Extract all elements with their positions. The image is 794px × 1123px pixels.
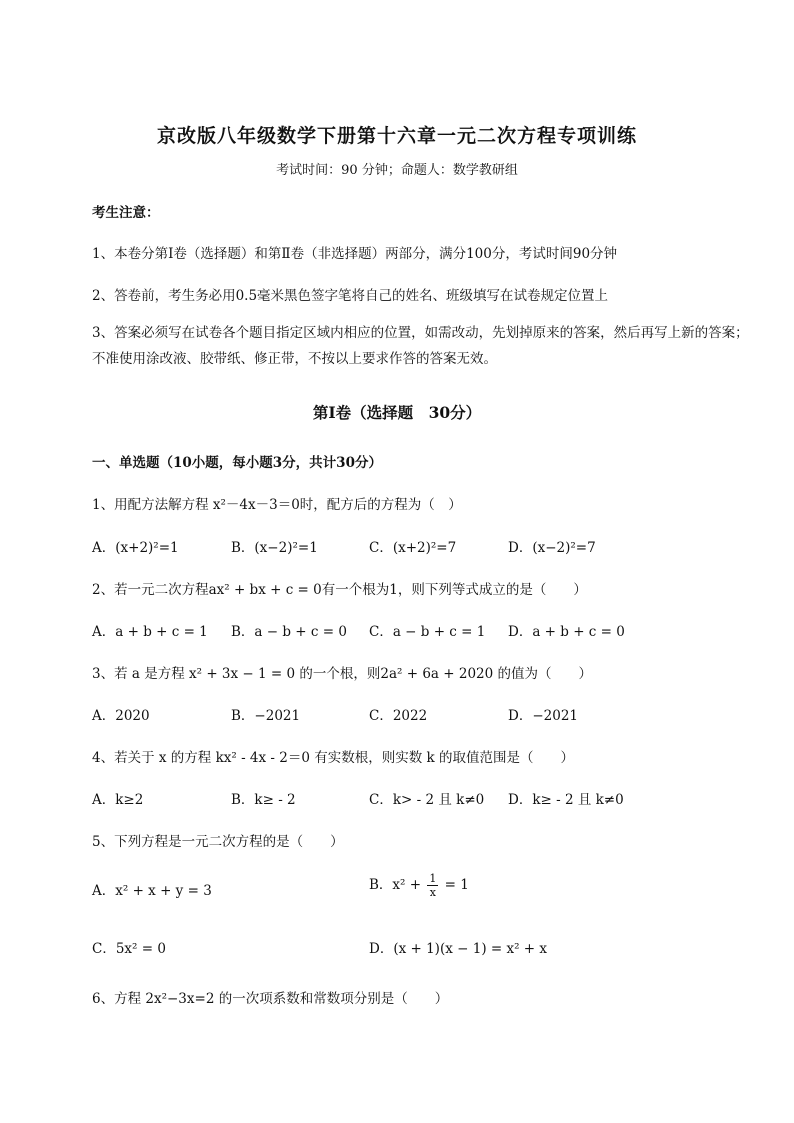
fraction — [427, 872, 438, 899]
question-4-option-a: A．k≥2 — [92, 792, 144, 808]
question-5-option-d: D．(x + 1)(x − 1) = x² + x — [369, 941, 548, 957]
question-2-option-d: D．a + b + c = 0 — [508, 624, 625, 640]
question-5-option-b-prefix: B．x² + — [369, 877, 426, 893]
question-2-stem: 2、若一元二次方程ax² + bx + c = 0有一个根为1，则下列等式成立的是（ ） — [92, 582, 587, 598]
question-3-option-b: B．−2021 — [231, 708, 301, 724]
document-title: 京改版八年级数学下册第十六章一元二次方程专项训练 — [156, 125, 637, 147]
part-1-title: 第Ⅰ卷（选择题 30分） — [312, 403, 482, 422]
notice-heading: 考生注意： — [92, 205, 160, 221]
question-5-option-b-suffix: = 1 — [440, 877, 469, 893]
question-2-option-c: C．a − b + c = 1 — [369, 624, 486, 640]
question-4-option-c: C．k> - 2 且 k≠0 — [369, 792, 485, 808]
question-3-option-d: D．−2021 — [508, 708, 578, 724]
question-1-option-c: C．(x+2)²=7 — [369, 540, 457, 556]
question-4-option-b: B．k≥ - 2 — [231, 792, 296, 808]
question-6-stem: 6、方程 2x²−3x=2 的一次项系数和常数项分别是（ ） — [92, 991, 449, 1007]
question-2-option-b: B．a − b + c = 0 — [231, 624, 347, 640]
question-5-option-a: A．x² + x + y = 3 — [92, 883, 212, 899]
question-4-option-d: D．k≥ - 2 且 k≠0 — [508, 792, 624, 808]
fraction-denominator: x — [429, 886, 436, 899]
question-5-stem: 5、下列方程是一元二次方程的是（ ） — [92, 834, 344, 850]
notice-item-1: 1、本卷分第Ⅰ卷（选择题）和第Ⅱ卷（非选择题）两部分，满分100分，考试时间90分钟 — [92, 246, 618, 262]
fraction-numerator: 1 — [429, 872, 437, 885]
notice-item-2: 2、答卷前，考生务必用0.5毫米黑色签字笔将自己的姓名、班级填写在试卷规定位置上 — [92, 288, 609, 304]
question-1-option-b: B．(x−2)²=1 — [231, 540, 318, 556]
section-heading: 一、单选题（10小题，每小题3分，共计30分） — [92, 455, 382, 471]
question-3-stem: 3、若 a 是方程 x² + 3x − 1 = 0 的一个根，则2a² + 6a + 2020 的值为（ ） — [92, 666, 593, 682]
question-5-option-c: C．5x² = 0 — [92, 941, 166, 957]
question-1-stem: 1、用配方法解方程 x²－4x－3＝0时，配方后的方程为（ ） — [92, 497, 462, 513]
question-5-option-b — [369, 872, 469, 899]
question-1-option-a: A．(x+2)²=1 — [92, 540, 179, 556]
question-1-option-d: D．(x−2)²=7 — [508, 540, 596, 556]
question-3-option-a: A．2020 — [92, 708, 150, 724]
question-4-stem: 4、若关于 x 的方程 kx² - 4x - 2＝0 有实数根，则实数 k 的取值范围是（ ） — [92, 750, 575, 766]
question-3-option-c: C．2022 — [369, 708, 428, 724]
document-subtitle: 考试时间：90 分钟；命题人：数学教研组 — [276, 163, 518, 178]
notice-item-3: 3、答案必须写在试卷各个题目指定区域内相应的位置，如需改动，先划掉原来的答案，然后再写上新的答案；不准使用涂改液、胶带纸、修正带，不按以上要求作答的答案无效。 — [92, 325, 749, 367]
question-2-option-a: A．a + b + c = 1 — [92, 624, 208, 640]
